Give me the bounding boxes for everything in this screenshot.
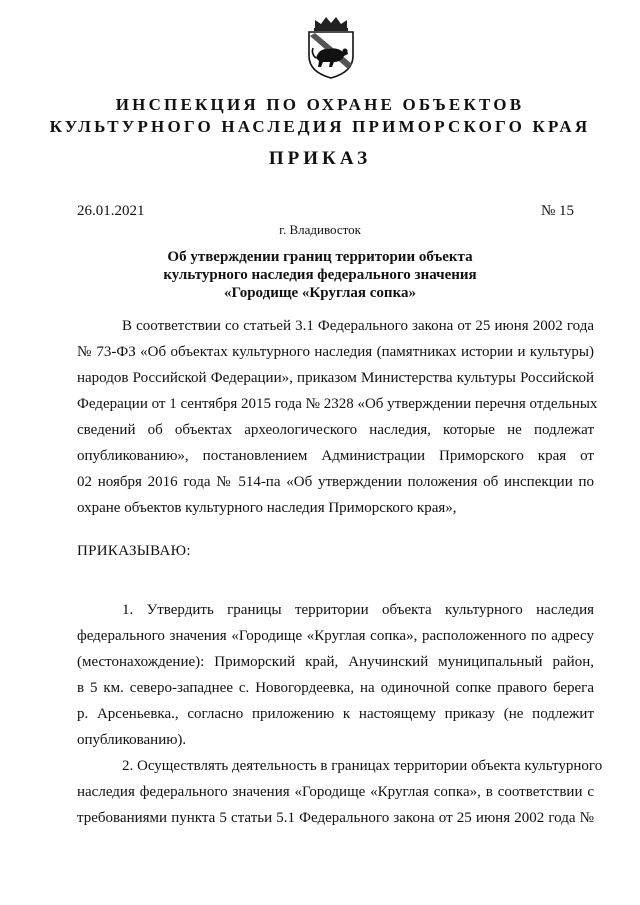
item1-line: федерального значения «Городище «Круглая сопка», расположенного по адресу xyxy=(77,628,594,644)
subject-line: «Городище «Круглая сопка» xyxy=(223,285,416,301)
coat-of-arms-icon xyxy=(301,14,361,80)
document-title: ПРИКАЗ xyxy=(268,148,372,169)
item1-line: р. Арсеньевка., согласно приложению к настоящему приказу (не подлежит xyxy=(77,706,594,722)
preamble-line: № 73-ФЗ «Об объектах культурного наследия (памятниках истории и культуры) xyxy=(77,344,594,360)
preamble-line: сведений об объектах археологического наследия, которые не подлежат xyxy=(77,422,594,438)
item1-line: в 5 км. северо-западнее с. Новогордеевка, на одиночной сопке правого берега xyxy=(77,680,594,696)
subject-line: культурного наследия федерального значения xyxy=(163,267,477,283)
subject-line: Об утверждении границ территории объекта xyxy=(167,249,473,265)
item2-line: наследия федерального значения «Городище «Круглая сопка», в соответствии с xyxy=(77,784,594,800)
document-subject xyxy=(0,248,640,302)
preamble-line: народов Российской Федерации», приказом Министерства культуры Российской xyxy=(77,370,594,386)
org-name-line1: ИНСПЕКЦИЯ ПО ОХРАНЕ ОБЪЕКТОВ xyxy=(115,95,525,114)
order-heading: ПРИКАЗЫВАЮ: xyxy=(77,543,191,559)
item1-line: опубликованию). xyxy=(77,732,187,748)
document-date: 26.01.2021 xyxy=(77,203,145,219)
preamble-line: опубликованию», постановлением Администрации Приморского края от xyxy=(77,448,594,464)
preamble-line: В соответствии со статьей 3.1 Федерального закона от 25 июня 2002 года xyxy=(122,318,594,334)
document-number: № 15 xyxy=(540,203,574,219)
preamble-line: Федерации от 1 сентября 2015 года № 2328 «Об утверждении перечня отдельных xyxy=(77,396,598,412)
document-city: г. Владивосток xyxy=(279,222,361,237)
item1-line: (местонахождение): Приморский край, Анучинский муниципальный район, xyxy=(77,654,594,670)
preamble-line: охране объектов культурного наследия Приморского края», xyxy=(77,500,457,516)
item1-line: 1. Утвердить границы территории объекта культурного наследия xyxy=(122,602,594,618)
preamble-line: 02 ноября 2016 года № 514-па «Об утверждении положения об инспекции по xyxy=(77,474,594,490)
item2-line: 2. Осуществлять деятельность в границах территории объекта культурного xyxy=(122,758,603,774)
org-name-line2: КУЛЬТУРНОГО НАСЛЕДИЯ ПРИМОРСКОГО КРАЯ xyxy=(49,117,591,136)
item2-line: требованиями пункта 5 статьи 5.1 Федерального закона от 25 июня 2002 года № xyxy=(77,810,594,826)
